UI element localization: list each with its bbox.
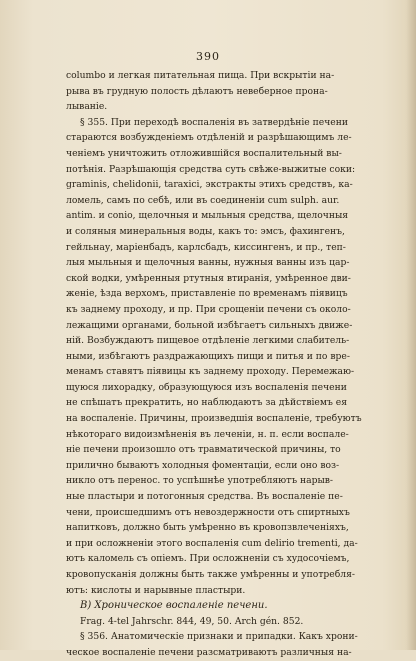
text-line: чени, происшедшимъ отъ невоздержности отъ спиртныхъ (66, 506, 350, 518)
paragraph-start-356: § 356. Анатомическіе признаки и припадки. Какъ хрони- (80, 631, 358, 643)
text-line: женіе, ѣзда верхомъ, приставленіе по временамъ піявицъ (66, 288, 348, 300)
text-line: graminis, chelidonii, taraxici, экстракты этихъ средствъ, ка- (66, 179, 353, 191)
text-line: ніе печени произошло отъ травматической причины, то (66, 444, 341, 456)
text-line: рыва въ грудную полость дѣлаютъ невеберное прона- (66, 85, 328, 97)
text-line: напитковъ, должно быть умѣренно въ кровопзвлеченіяхъ, (66, 522, 349, 534)
text-line: кровопусканія должны быть также умѣренны и употребля- (66, 569, 355, 580)
text-line: ченіемъ уничтожить отложившійся воспалительный вы- (66, 147, 342, 159)
text-line: и соляныя минеральныя воды, какъ то: эмсъ, фахингенъ, (66, 225, 345, 237)
text-line: и при осложненіи этого воспаленія cum delirio trementi, да- (66, 537, 358, 549)
text-line: потѣнія. Разрѣшающія средства суть свѣже-выжитые соки: (66, 163, 356, 175)
text-line: columbo и легкая питательная пища. При вскрытіи на- (66, 70, 335, 81)
text-line: прилично бываютъ холодныя фоментаціи, если оно воз- (66, 459, 340, 471)
text-line: ными, избѣгаютъ раздражающихъ пищи и питья и по вре- (66, 350, 350, 362)
text-line: стараются возбужденіемъ отдѣленій и разрѣшающимъ ле- (66, 132, 352, 144)
reference-line: Frag. 4-tel Jahrschr. 844, 49, 50. Arch gén. 852. (80, 615, 304, 627)
text-line: никло отъ перенос. то успѣшнѣе употребляютъ нарыв- (66, 475, 334, 487)
text-line: менамъ ставятъ піявицы къ заднему проходу. Перемежаю- (66, 366, 355, 378)
body-text (66, 68, 366, 661)
paragraph-start-355: § 355. При переходѣ воспаленія въ затвердѣніе печени (80, 116, 348, 128)
section-heading (66, 598, 366, 614)
text-line: на воспаленіе. Причины, произведшія воспаленіе, требуютъ (66, 413, 362, 425)
text-line: ломель, самъ по себѣ, или въ соединеніи cum sulph. aur. (66, 194, 340, 206)
text-line: ской водки, умѣренныя ртутныя втиранія, умѣренное дви- (66, 272, 351, 284)
section-heading-text: В) Хроническое воспаленіе печени. (80, 600, 268, 612)
text-line: ютъ: кислоты и нарывные пластыри. (66, 584, 246, 596)
text-line: лыя мыльныя и щелочныя ванны, нужныя ванны изъ цар- (66, 257, 350, 269)
text-line: нѣкотораго видоизмѣненія въ леченіи, н. п. если воспале- (66, 428, 349, 440)
page-edge-shadow (406, 0, 416, 650)
text-line: лежащими органами, больной избѣгаетъ сильныхъ движе- (66, 319, 353, 331)
text-line: къ заднему проходу, и пр. При срощеніи печени съ около- (66, 303, 351, 315)
text-line: ютъ каломель съ опіемъ. При осложненіи съ худосочіемъ, (66, 553, 350, 565)
text-line: antim. и conio, щелочныя и мыльныя средства, щелочныя (66, 210, 349, 222)
page-number: 390 (196, 50, 220, 63)
text-line: лываніе. (66, 101, 108, 113)
text-line: ній. Возбуждаютъ пищевое отдѣленіе легкими слабитель- (66, 335, 350, 347)
text-line: ные пластыри и потогонныя средства. Въ воспаленіе пе- (66, 491, 343, 503)
text-line: щуюся лихорадку, образующуюся изъ воспаленія печени (66, 381, 347, 393)
text-line: не спѣшатъ прекратить, но наблюдаютъ за дѣйствіемъ ея (66, 397, 348, 409)
text-line: гейльнау, маріенбадъ, карлсбадъ, киссингенъ, и пр., теп- (66, 241, 346, 253)
text-line: ческое воспаленіе печени разсматриваютъ различныя на- (66, 646, 352, 658)
